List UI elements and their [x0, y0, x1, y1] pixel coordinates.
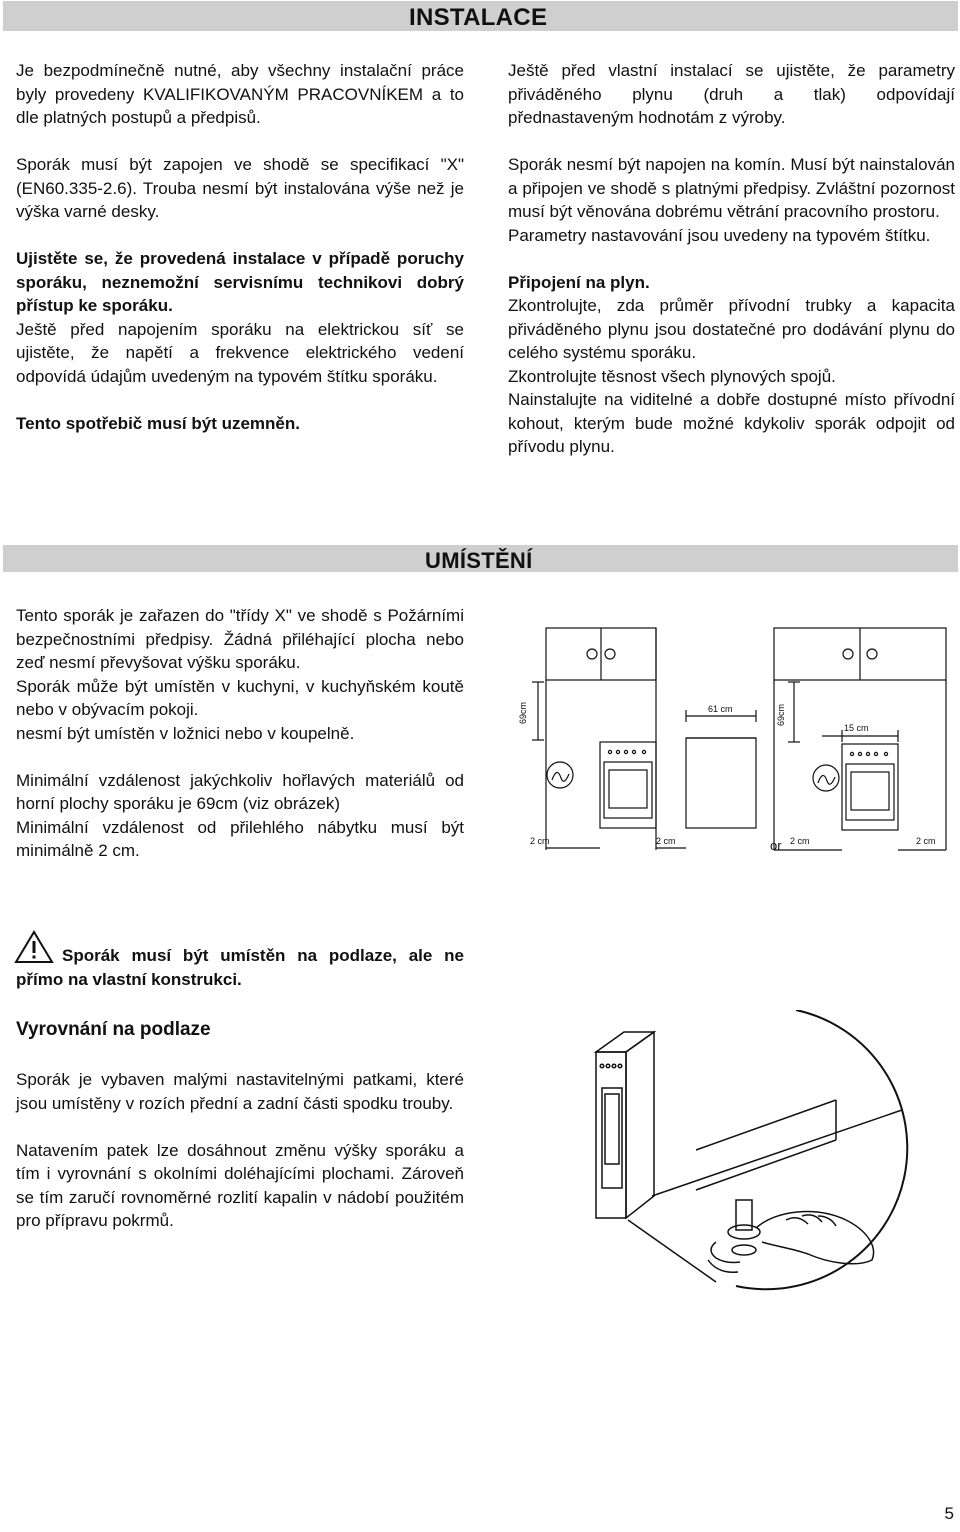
leveling-illustration: [586, 1010, 912, 1302]
dim-2cm-a: 2 cm: [530, 836, 550, 846]
dim-2cm-b: 2 cm: [656, 836, 676, 846]
paragraph: Parametry nastavování jsou uvedeny na typovém štítku.: [508, 225, 931, 245]
leveling-text: [16, 1068, 464, 1233]
paragraph: Tento sporák je zařazen do "třídy X" ve shodě s Požárními bezpečnostními předpisy. Žádná přiléhající plocha nebo zeď nesmí převyšovat výšku sporáku.: [16, 606, 464, 672]
paragraph: Sporák je vybaven malými nastavitelnými patkami, které jsou umístěny v rozích přední a zadní části spodku trouby.: [16, 1070, 464, 1113]
dim-2cm-c: 2 cm: [790, 836, 810, 846]
paragraph-bold: Ujistěte se, že provedená instalace v případě poruchy sporáku, neznemožní servisnímu technikovi dobrý přístup ke sporáku.: [16, 249, 464, 315]
paragraph: Zkontrolujte, zda průměr přívodní trubky a kapacita přiváděného plynu jsou dostatečné pro dodávání plynu do celého systému sporáku.: [508, 296, 955, 362]
paragraph: Sporák může být umístěn v kuchyni, v kuchyňském koutě nebo v obývacím pokoji.: [16, 676, 464, 719]
or-label: or: [770, 838, 782, 853]
page-title: INSTALACE: [409, 4, 548, 31]
dim-61cm: 61 cm: [708, 704, 733, 714]
paragraph: Minimální vzdálenost od přilehlého nábytku musí být minimálně 2 cm.: [16, 817, 464, 860]
paragraph: Nainstalujte na viditelné a dobře dostupné místo přívodní kohout, kterým bude možné kdykoliv sporák odpojit od přívodu plynu.: [508, 390, 955, 456]
section-title: UMÍSTĚNÍ: [425, 548, 533, 573]
paragraph: Ještě před napojením sporáku na elektrickou síť se ujistěte, že napětí a frekvence elektrického vedení odpovídá údajům uvedeným na typovém štítku sporáku.: [16, 319, 464, 386]
dim-69cm-left: 69cm: [518, 701, 528, 724]
paragraph: Minimální vzdálenost jakýchkoliv hořlavých materiálů od horní plochy sporáku je 69cm (viz obrázek): [16, 770, 464, 813]
paragraph: nesmí být umístěn v ložnici nebo v koupelně.: [16, 723, 355, 743]
grounding-note: Tento spotřebič musí být uzemněn.: [16, 413, 300, 433]
right-column: [508, 59, 955, 459]
leveling-heading: Vyrovnání na podlaze: [16, 1019, 211, 1040]
paragraph: Zkontrolujte těsnost všech plynových spojů.: [508, 366, 836, 386]
warning-text: Sporák musí být umístěn na podlaze, ale ne přímo na vlastní konstrukci.: [16, 946, 464, 989]
dim-15cm: 15 cm: [844, 723, 869, 733]
paragraph: Je bezpodmínečně nutné, aby všechny instalační práce byly provedeny KVALIFIKOVANÝM PRACOVNÍKEM a to dle platných postupů a předpisů.: [16, 61, 464, 127]
dim-69cm-right: 69cm: [776, 703, 786, 726]
paragraph: Sporák musí být zapojen ve shodě se specifikací "X" (EN60.335-2.6). Trouba nesmí být instalována výše než je výška varné desky.: [16, 155, 464, 221]
dim-2cm-d: 2 cm: [916, 836, 936, 846]
page-number: 5: [944, 1504, 954, 1523]
placement-text: [16, 604, 464, 863]
clearance-diagram: [512, 620, 952, 860]
gas-connection-heading: Připojení na plyn.: [508, 272, 650, 292]
left-column: [16, 59, 464, 435]
paragraph: Natavením patek lze dosáhnout změnu výšky sporáku a tím i vyrovnání s okolními doléhajícími plochami. Zároveň se tím zaručí rovnoměrné rozlití kapalin v nádobí použitém pro přípravu pokrmů.: [16, 1140, 464, 1230]
paragraph: Sporák nesmí být napojen na komín. Musí být nainstalován a připojen ve shodě s platnými předpisy. Zvláštní pozornost musí být věnována dobrému větrání pracovního prostoru.: [508, 155, 955, 221]
paragraph: Ještě před vlastní instalací se ujistěte, že parametry přiváděného plynu (druh a tlak) odpovídají přednastaveným hodnotám z výroby.: [508, 61, 955, 127]
